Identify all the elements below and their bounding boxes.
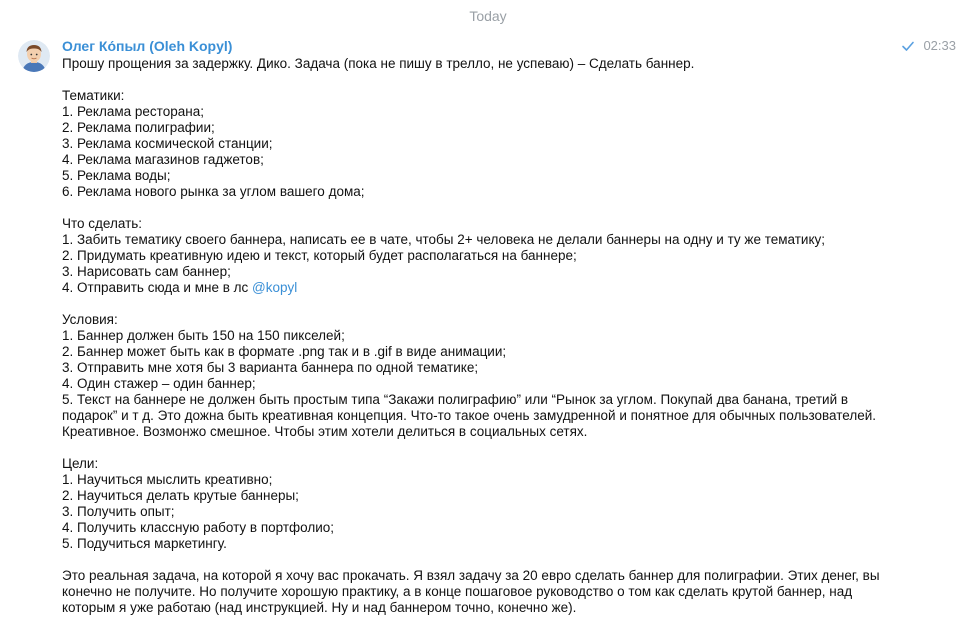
message-meta: [901, 38, 956, 53]
topics-header: Тематики:: [62, 88, 125, 103]
list-item: 3. Отправить мне хотя бы 3 варианта баннера по одной тематике;: [62, 360, 479, 375]
blank-line: [62, 440, 882, 456]
list-item: 3. Реклама космической станции;: [62, 136, 273, 151]
message-text: [62, 56, 882, 616]
list-item: 5. Текст на баннере не должен быть простым типа “Закажи полиграфию” или “Рынок за углом. Покупай два банана, третий в подарок” и т д. Это дожна быть креативная концепция. Что-то такое очень замудренной и понятное для обычных пользователей. Креативное. Возмонжо смешное. Чтобы этим хотели делиться в социальных сетях.: [62, 392, 877, 439]
message: [62, 38, 882, 616]
list-item: 1. Научиться мыслить креативно;: [62, 472, 273, 487]
list-item: 2. Баннер может быть как в формате .png так и в .gif в виде анимации;: [62, 344, 507, 359]
list-item: 2. Придумать креативную идею и текст, который будет располагаться на баннере;: [62, 248, 577, 263]
blank-line: [62, 552, 882, 568]
list-item: [62, 280, 882, 296]
list-item: 4. Получить классную работу в портфолио;: [62, 520, 335, 535]
message-time: 02:33: [923, 38, 956, 53]
goals-header: Цели:: [62, 456, 99, 471]
list-item: 3. Получить опыт;: [62, 504, 175, 519]
date-header: Today: [469, 8, 507, 24]
list-item: 1. Баннер должен быть 150 на 150 пикселей;: [62, 328, 345, 343]
avatar-icon: [18, 40, 50, 72]
list-item: 6. Реклама нового рынка за углом вашего дома;: [62, 184, 365, 199]
todo-last-text: 4. Отправить сюда и мне в лс: [62, 280, 253, 295]
blank-line: [62, 296, 882, 312]
list-item: 4. Реклама магазинов гаджетов;: [62, 152, 264, 167]
message-intro: Прошу прощения за задержку. Дико. Задача (пока не пишу в трелло, не успеваю) – Сделать баннер.: [62, 56, 695, 71]
list-item: 2. Реклама полиграфии;: [62, 120, 215, 135]
list-item: 1. Забить тематику своего баннера, написать ее в чате, чтобы 2+ человека не делали баннеры на одну и ту же тематику;: [62, 232, 826, 247]
conditions-header: Условия:: [62, 312, 118, 327]
blank-line: [62, 72, 882, 88]
mention-link[interactable]: @kopyl: [252, 280, 298, 295]
list-item: 1. Реклама ресторана;: [62, 104, 204, 119]
avatar[interactable]: [18, 40, 50, 72]
blank-line: [62, 200, 882, 216]
list-item: 3. Нарисовать сам баннер;: [62, 264, 231, 279]
sender-name[interactable]: Олег Ко́пыл (Oleh Kopyl): [62, 38, 233, 54]
list-item: 5. Подучиться маркетингу.: [62, 536, 227, 551]
list-item: 4. Один стажер – один баннер;: [62, 376, 256, 391]
list-item: 2. Научиться делать крутые баннеры;: [62, 488, 299, 503]
closing-paragraph: Это реальная задача, на которой я хочу вас прокачать. Я взял задачу за 20 евро сделать баннер для полиграфии. Этих денег, вы конечно не получите. Но получите хорошую практику, а в конце пошаговое руководство о том как сделать крутой баннер, над которым я уже работаю (над инструкцией. Ну и над баннером точно, конечно же).: [62, 568, 880, 615]
todo-header: Что сделать:: [62, 216, 143, 231]
single-check-icon: [901, 39, 915, 53]
list-item: 5. Реклама воды;: [62, 168, 171, 183]
